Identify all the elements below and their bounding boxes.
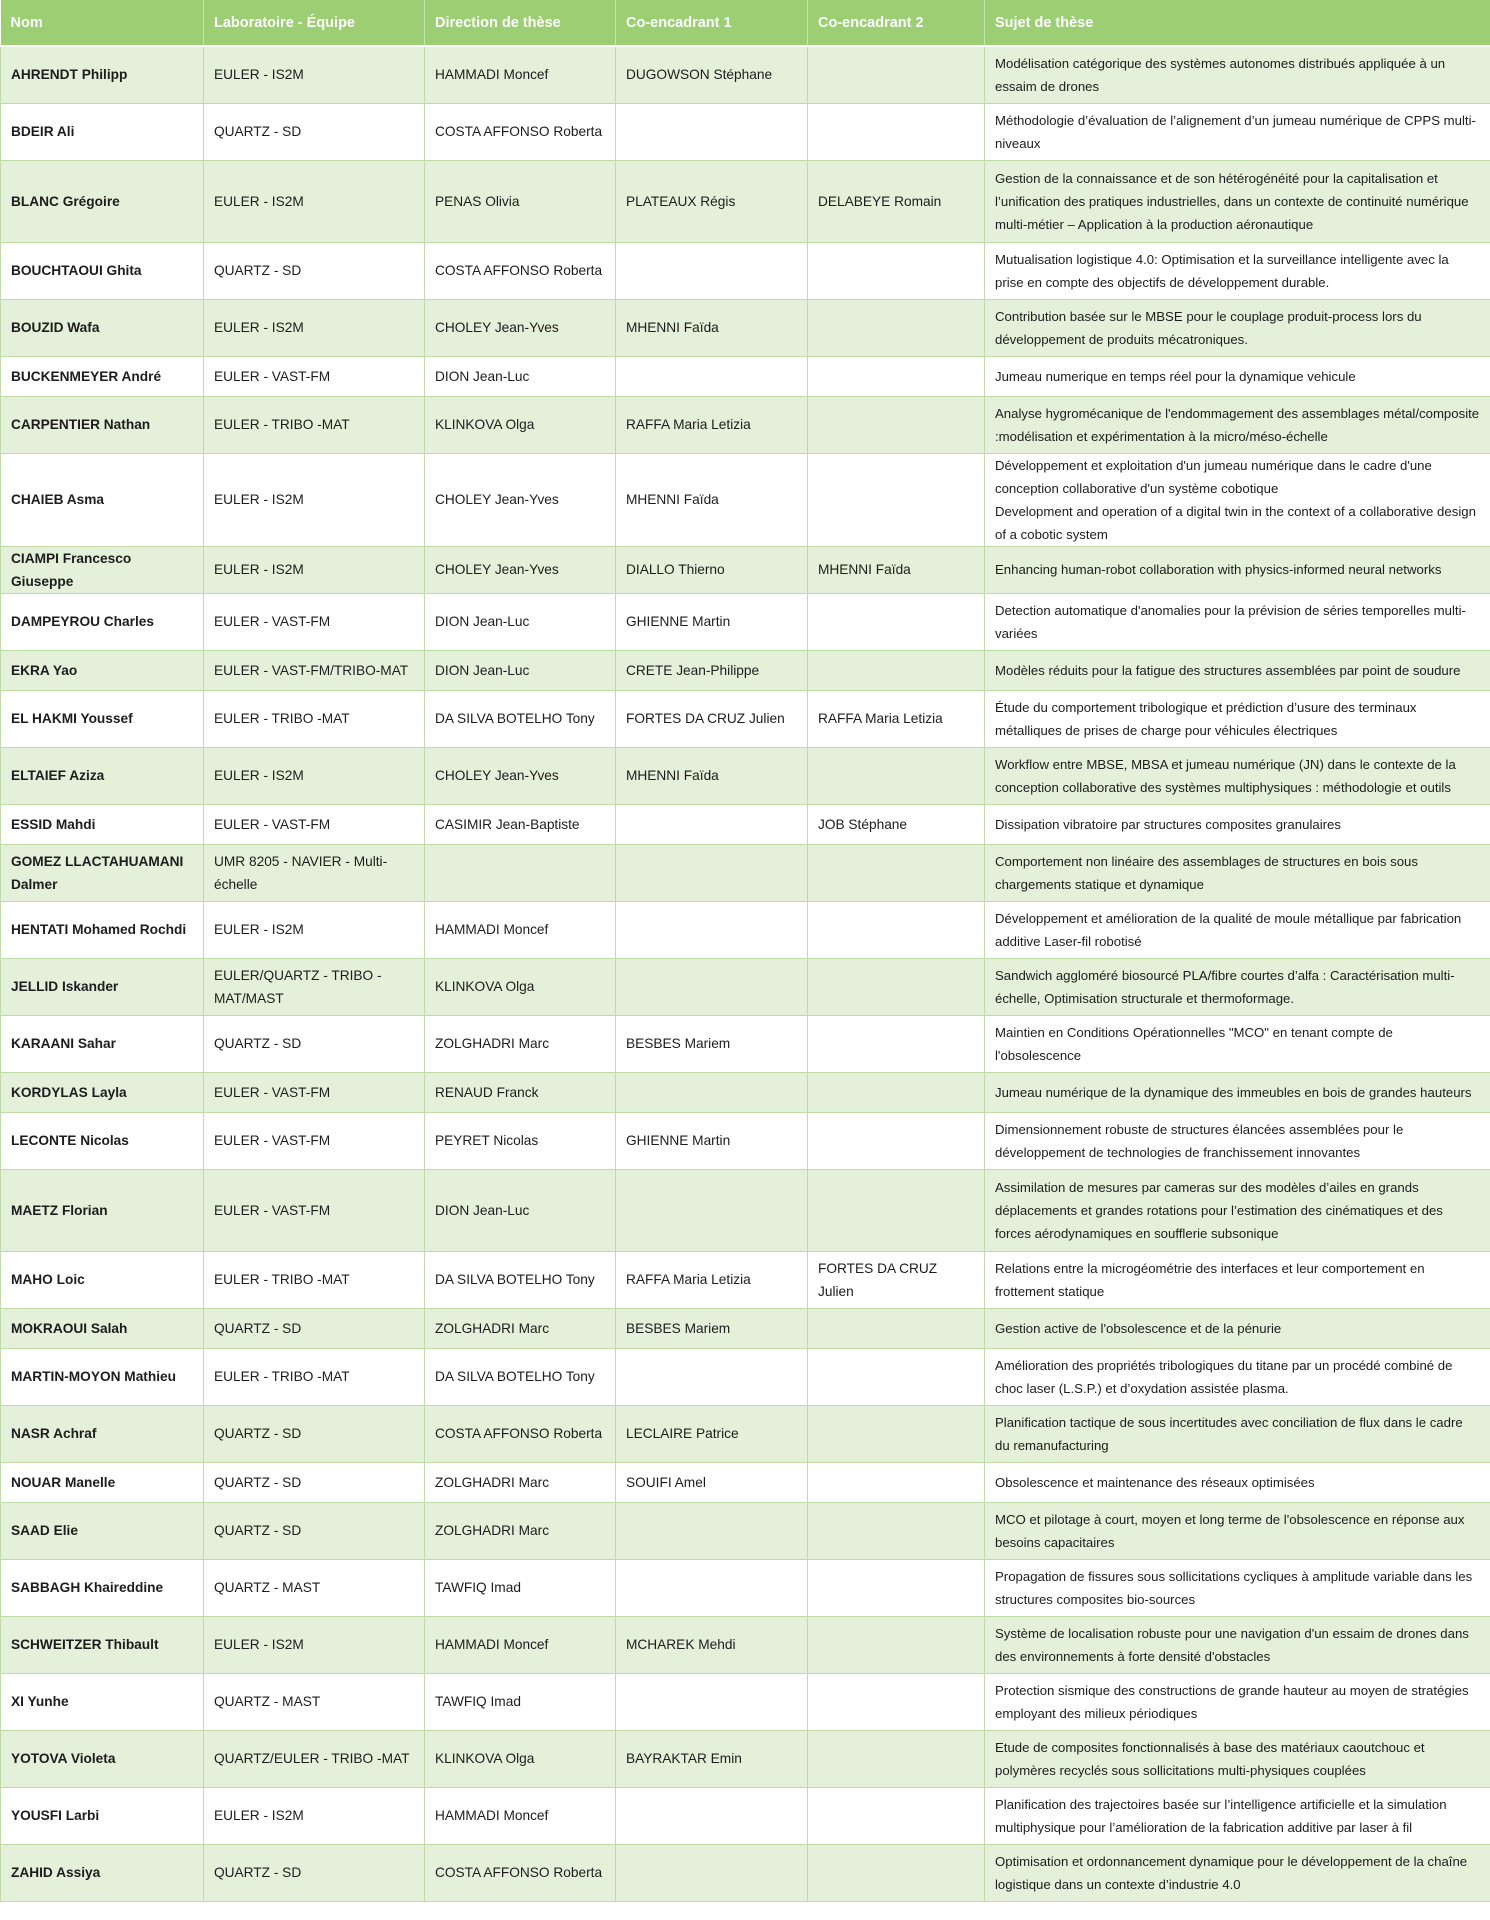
cell-co-encadrant-2: DELABEYE Romain [808, 160, 985, 242]
cell-nom: BDEIR Ali [1, 103, 204, 160]
cell-co-encadrant-1: RAFFA Maria Letizia [616, 396, 808, 453]
cell-direction: CHOLEY Jean-Yves [425, 453, 616, 546]
cell-co-encadrant-2 [808, 1112, 985, 1169]
table-row [1, 1502, 1490, 1559]
cell-sujet: Relations entre la microgéométrie des interfaces et leur comportement en frottement statique [985, 1251, 1490, 1308]
cell-sujet: Planification tactique de sous incertitudes avec conciliation de flux dans le cadre du remanufacturing [985, 1405, 1490, 1462]
cell-sujet: MCO et pilotage à court, moyen et long terme de l'obsolescence en réponse aux besoins capacitaires [985, 1502, 1490, 1559]
cell-nom: XI Yunhe [1, 1673, 204, 1730]
cell-co-encadrant-2 [808, 1405, 985, 1462]
cell-laboratoire: EULER - IS2M [204, 453, 425, 546]
table-row [1, 650, 1490, 690]
cell-co-encadrant-2 [808, 103, 985, 160]
cell-co-encadrant-1 [616, 103, 808, 160]
cell-co-encadrant-2 [808, 1462, 985, 1502]
cell-nom: BUCKENMEYER André [1, 356, 204, 396]
cell-laboratoire: QUARTZ - SD [204, 1405, 425, 1462]
cell-co-encadrant-1 [616, 1502, 808, 1559]
cell-nom: CARPENTIER Nathan [1, 396, 204, 453]
cell-co-encadrant-2 [808, 1072, 985, 1112]
cell-sujet: Modèles réduits pour la fatigue des structures assemblées par point de soudure [985, 650, 1490, 690]
cell-sujet: Mutualisation logistique 4.0: Optimisation et la surveillance intelligente avec la prise en compte des objectifs de développement durable. [985, 242, 1490, 299]
table-row [1, 747, 1490, 804]
cell-direction: DION Jean-Luc [425, 650, 616, 690]
cell-co-encadrant-2 [808, 1502, 985, 1559]
cell-nom: CHAIEB Asma [1, 453, 204, 546]
cell-co-encadrant-2 [808, 1844, 985, 1901]
cell-nom: BLANC Grégoire [1, 160, 204, 242]
cell-nom: SABBAGH Khaireddine [1, 1559, 204, 1616]
table-row [1, 1308, 1490, 1348]
table-row [1, 1616, 1490, 1673]
cell-nom: KARAANI Sahar [1, 1015, 204, 1072]
cell-co-encadrant-1: FORTES DA CRUZ Julien [616, 690, 808, 747]
cell-nom: YOTOVA Violeta [1, 1730, 204, 1787]
cell-laboratoire: EULER/QUARTZ - TRIBO - MAT/MAST [204, 958, 425, 1015]
cell-co-encadrant-2 [808, 46, 985, 103]
cell-co-encadrant-2 [808, 1169, 985, 1251]
cell-laboratoire: EULER - VAST-FM [204, 593, 425, 650]
cell-sujet: Dimensionnement robuste de structures élancées assemblées pour le développement de technologies de franchissement innovantes [985, 1112, 1490, 1169]
cell-co-encadrant-1: PLATEAUX Régis [616, 160, 808, 242]
header-sujet: Sujet de thèse [985, 0, 1490, 46]
cell-nom: LECONTE Nicolas [1, 1112, 204, 1169]
cell-laboratoire: QUARTZ - SD [204, 1502, 425, 1559]
cell-nom: JELLID Iskander [1, 958, 204, 1015]
cell-sujet: Développement et exploitation d'un jumeau numérique dans le cadre d'une conception collaborative d'un système cobotique Development and operation of a digital twin in the context of a collaborative design of a cobotic system [985, 453, 1490, 546]
cell-direction: DION Jean-Luc [425, 1169, 616, 1251]
cell-sujet: Méthodologie d’évaluation de l’alignement d’un jumeau numérique de CPPS multi-niveaux [985, 103, 1490, 160]
cell-direction: HAMMADI Moncef [425, 46, 616, 103]
cell-co-encadrant-2 [808, 593, 985, 650]
cell-laboratoire: EULER - VAST-FM [204, 356, 425, 396]
cell-sujet: Gestion de la connaissance et de son hétérogénéité pour la capitalisation et l’unification des pratiques industrielles, dans un contexte de continuité numérique multi-métier – Application à la production aéronautique [985, 160, 1490, 242]
cell-sujet: Dissipation vibratoire par structures composites granulaires [985, 804, 1490, 844]
cell-co-encadrant-2 [808, 650, 985, 690]
cell-nom: MARTIN-MOYON Mathieu [1, 1348, 204, 1405]
cell-direction: KLINKOVA Olga [425, 396, 616, 453]
table-row [1, 593, 1490, 650]
cell-co-encadrant-2 [808, 958, 985, 1015]
table-row [1, 1787, 1490, 1844]
cell-nom: MOKRAOUI Salah [1, 1308, 204, 1348]
cell-co-encadrant-1: MHENNI Faïda [616, 453, 808, 546]
cell-co-encadrant-2: FORTES DA CRUZ Julien [808, 1251, 985, 1308]
table-row [1, 1673, 1490, 1730]
cell-co-encadrant-2 [808, 1787, 985, 1844]
cell-co-encadrant-2 [808, 747, 985, 804]
cell-direction: HAMMADI Moncef [425, 901, 616, 958]
cell-nom: EKRA Yao [1, 650, 204, 690]
cell-direction: RENAUD Franck [425, 1072, 616, 1112]
table-row [1, 299, 1490, 356]
cell-nom: HENTATI Mohamed Rochdi [1, 901, 204, 958]
cell-nom: SAAD Elie [1, 1502, 204, 1559]
cell-sujet: Planification des trajectoires basée sur l’intelligence artificielle et la simulation multiphysique pour l’amélioration de la fabrication additive par laser à fil [985, 1787, 1490, 1844]
cell-sujet: Assimilation de mesures par cameras sur des modèles d’ailes en grands déplacements et grandes rotations pour l’estimation des cinématiques et des forces aérodynamiques en soufflerie subsonique [985, 1169, 1490, 1251]
cell-co-encadrant-1: LECLAIRE Patrice [616, 1405, 808, 1462]
cell-direction: DA SILVA BOTELHO Tony [425, 690, 616, 747]
cell-co-encadrant-2 [808, 396, 985, 453]
cell-co-encadrant-1 [616, 1673, 808, 1730]
cell-sujet: Système de localisation robuste pour une navigation d'un essaim de drones dans des environnements à forte densité d'obstacles [985, 1616, 1490, 1673]
cell-nom: AHRENDT Philipp [1, 46, 204, 103]
cell-laboratoire: EULER - TRIBO -MAT [204, 1348, 425, 1405]
cell-co-encadrant-1: DIALLO Thierno [616, 546, 808, 593]
cell-direction: ZOLGHADRI Marc [425, 1502, 616, 1559]
cell-nom: NOUAR Manelle [1, 1462, 204, 1502]
cell-sujet: Protection sismique des constructions de grande hauteur au moyen de stratégies employant des milieux périodiques [985, 1673, 1490, 1730]
cell-laboratoire: EULER - IS2M [204, 1616, 425, 1673]
cell-co-encadrant-1: BAYRAKTAR Emin [616, 1730, 808, 1787]
cell-nom: ESSID Mahdi [1, 804, 204, 844]
cell-co-encadrant-2 [808, 356, 985, 396]
cell-co-encadrant-1: BESBES Mariem [616, 1308, 808, 1348]
cell-laboratoire: EULER - VAST-FM/TRIBO-MAT [204, 650, 425, 690]
cell-co-encadrant-1 [616, 1169, 808, 1251]
cell-laboratoire: QUARTZ/EULER - TRIBO -MAT [204, 1730, 425, 1787]
cell-nom: NASR Achraf [1, 1405, 204, 1462]
table-row [1, 1730, 1490, 1787]
table-row [1, 242, 1490, 299]
table-row [1, 1169, 1490, 1251]
header-co-encadrant-2: Co-encadrant 2 [808, 0, 985, 46]
cell-laboratoire: QUARTZ - SD [204, 1844, 425, 1901]
cell-laboratoire: QUARTZ - MAST [204, 1559, 425, 1616]
cell-sujet: Étude du comportement tribologique et prédiction d’usure des terminaux métalliques de prises de charge pour véhicules électriques [985, 690, 1490, 747]
cell-sujet: Maintien en Conditions Opérationnelles "MCO" en tenant compte de l'obsolescence [985, 1015, 1490, 1072]
cell-co-encadrant-1 [616, 804, 808, 844]
cell-sujet: Comportement non linéaire des assemblages de structures en bois sous chargements statique et dynamique [985, 844, 1490, 901]
table-row [1, 1072, 1490, 1112]
cell-co-encadrant-2 [808, 1559, 985, 1616]
cell-co-encadrant-1: GHIENNE Martin [616, 1112, 808, 1169]
cell-co-encadrant-2 [808, 299, 985, 356]
cell-co-encadrant-1 [616, 844, 808, 901]
cell-nom: MAHO Loic [1, 1251, 204, 1308]
cell-co-encadrant-2 [808, 1673, 985, 1730]
cell-co-encadrant-1: MHENNI Faïda [616, 299, 808, 356]
cell-direction: KLINKOVA Olga [425, 1730, 616, 1787]
cell-nom: BOUCHTAOUI Ghita [1, 242, 204, 299]
cell-laboratoire: QUARTZ - SD [204, 103, 425, 160]
cell-nom: MAETZ Florian [1, 1169, 204, 1251]
cell-sujet: Modélisation catégorique des systèmes autonomes distribués appliquée à un essaim de drones [985, 46, 1490, 103]
cell-laboratoire: EULER - IS2M [204, 901, 425, 958]
table-row [1, 844, 1490, 901]
table-row [1, 1015, 1490, 1072]
cell-co-encadrant-2 [808, 844, 985, 901]
cell-sujet: Contribution basée sur le MBSE pour le couplage produit-process lors du développement de produits mécatroniques. [985, 299, 1490, 356]
table-row [1, 1844, 1490, 1901]
cell-co-encadrant-2: JOB Stéphane [808, 804, 985, 844]
table-row [1, 1112, 1490, 1169]
table-row [1, 103, 1490, 160]
cell-co-encadrant-2 [808, 1616, 985, 1673]
cell-co-encadrant-1 [616, 1844, 808, 1901]
cell-direction: ZOLGHADRI Marc [425, 1015, 616, 1072]
cell-direction: DA SILVA BOTELHO Tony [425, 1348, 616, 1405]
cell-direction: DA SILVA BOTELHO Tony [425, 1251, 616, 1308]
table-row [1, 546, 1490, 593]
cell-co-encadrant-1 [616, 901, 808, 958]
cell-direction: COSTA AFFONSO Roberta [425, 242, 616, 299]
cell-co-encadrant-2 [808, 1730, 985, 1787]
cell-sujet: Obsolescence et maintenance des réseaux optimisées [985, 1462, 1490, 1502]
cell-direction: CHOLEY Jean-Yves [425, 299, 616, 356]
cell-direction: PEYRET Nicolas [425, 1112, 616, 1169]
cell-laboratoire: EULER - IS2M [204, 546, 425, 593]
cell-sujet: Gestion active de l'obsolescence et de la pénurie [985, 1308, 1490, 1348]
header-co-encadrant-1: Co-encadrant 1 [616, 0, 808, 46]
cell-laboratoire: UMR 8205 - NAVIER - Multi-échelle [204, 844, 425, 901]
table-row [1, 1348, 1490, 1405]
cell-co-encadrant-1: RAFFA Maria Letizia [616, 1251, 808, 1308]
cell-direction: TAWFIQ Imad [425, 1673, 616, 1730]
table-row [1, 160, 1490, 242]
cell-direction: ZOLGHADRI Marc [425, 1462, 616, 1502]
cell-direction: TAWFIQ Imad [425, 1559, 616, 1616]
cell-nom: EL HAKMI Youssef [1, 690, 204, 747]
cell-direction: PENAS Olivia [425, 160, 616, 242]
cell-co-encadrant-2 [808, 1308, 985, 1348]
cell-nom: DAMPEYROU Charles [1, 593, 204, 650]
table-row [1, 46, 1490, 103]
cell-co-encadrant-1 [616, 242, 808, 299]
cell-sujet: Optimisation et ordonnancement dynamique pour le développement de la chaîne logistique dans un contexte d’industrie 4.0 [985, 1844, 1490, 1901]
cell-direction: KLINKOVA Olga [425, 958, 616, 1015]
cell-co-encadrant-2 [808, 1348, 985, 1405]
cell-sujet: Jumeau numérique de la dynamique des immeubles en bois de grandes hauteurs [985, 1072, 1490, 1112]
cell-co-encadrant-1: BESBES Mariem [616, 1015, 808, 1072]
header-laboratoire: Laboratoire - Équipe [204, 0, 425, 46]
table-row [1, 356, 1490, 396]
cell-laboratoire: EULER - VAST-FM [204, 1169, 425, 1251]
cell-direction: COSTA AFFONSO Roberta [425, 1844, 616, 1901]
cell-co-encadrant-1: CRETE Jean-Philippe [616, 650, 808, 690]
cell-sujet: Sandwich aggloméré biosourcé PLA/fibre courtes d’alfa : Caractérisation multi-échelle, Optimisation structurale et thermoformage. [985, 958, 1490, 1015]
cell-sujet: Workflow entre MBSE, MBSA et jumeau numérique (JN) dans le contexte de la conception collaborative des systèmes multiphysiques : méthodologie et outils [985, 747, 1490, 804]
cell-direction: DION Jean-Luc [425, 356, 616, 396]
cell-co-encadrant-1 [616, 1787, 808, 1844]
cell-co-encadrant-1: GHIENNE Martin [616, 593, 808, 650]
cell-co-encadrant-1: MCHAREK Mehdi [616, 1616, 808, 1673]
table-row [1, 958, 1490, 1015]
table-row [1, 1251, 1490, 1308]
cell-sujet: Detection automatique d'anomalies pour la prévision de séries temporelles multi-variées [985, 593, 1490, 650]
cell-direction: CHOLEY Jean-Yves [425, 747, 616, 804]
cell-nom: ELTAIEF Aziza [1, 747, 204, 804]
table-row [1, 396, 1490, 453]
header-row [1, 0, 1490, 46]
cell-co-encadrant-2 [808, 901, 985, 958]
cell-co-encadrant-1 [616, 958, 808, 1015]
cell-co-encadrant-2: RAFFA Maria Letizia [808, 690, 985, 747]
cell-laboratoire: EULER - TRIBO -MAT [204, 1251, 425, 1308]
cell-sujet: Analyse hygromécanique de l'endommagement des assemblages métal/composite :modélisation et expérimentation à la micro/méso-échelle [985, 396, 1490, 453]
cell-nom: YOUSFI Larbi [1, 1787, 204, 1844]
cell-co-encadrant-1: MHENNI Faïda [616, 747, 808, 804]
table-row [1, 690, 1490, 747]
cell-laboratoire: EULER - IS2M [204, 46, 425, 103]
cell-laboratoire: QUARTZ - MAST [204, 1673, 425, 1730]
cell-laboratoire: EULER - IS2M [204, 160, 425, 242]
cell-laboratoire: EULER - TRIBO -MAT [204, 690, 425, 747]
cell-laboratoire: EULER - VAST-FM [204, 804, 425, 844]
cell-sujet: Amélioration des propriétés tribologiques du titane par un procédé combiné de choc laser (L.S.P.) et d’oxydation assistée plasma. [985, 1348, 1490, 1405]
cell-laboratoire: QUARTZ - SD [204, 242, 425, 299]
cell-co-encadrant-2 [808, 242, 985, 299]
cell-laboratoire: EULER - VAST-FM [204, 1072, 425, 1112]
cell-nom: KORDYLAS Layla [1, 1072, 204, 1112]
cell-direction: CASIMIR Jean-Baptiste [425, 804, 616, 844]
cell-co-encadrant-1 [616, 1559, 808, 1616]
cell-co-encadrant-1 [616, 1348, 808, 1405]
cell-co-encadrant-2 [808, 453, 985, 546]
cell-sujet: Développement et amélioration de la qualité de moule métallique par fabrication additive Laser-fil robotisé [985, 901, 1490, 958]
cell-laboratoire: QUARTZ - SD [204, 1462, 425, 1502]
cell-direction: COSTA AFFONSO Roberta [425, 103, 616, 160]
cell-laboratoire: EULER - IS2M [204, 1787, 425, 1844]
cell-laboratoire: EULER - IS2M [204, 747, 425, 804]
cell-direction: HAMMADI Moncef [425, 1616, 616, 1673]
cell-nom: BOUZID Wafa [1, 299, 204, 356]
cell-nom: ZAHID Assiya [1, 1844, 204, 1901]
table-row [1, 804, 1490, 844]
cell-laboratoire: EULER - VAST-FM [204, 1112, 425, 1169]
cell-sujet: Propagation de fissures sous sollicitations cycliques à amplitude variable dans les structures composites bio-sources [985, 1559, 1490, 1616]
table-row [1, 1462, 1490, 1502]
cell-co-encadrant-1 [616, 1072, 808, 1112]
cell-laboratoire: QUARTZ - SD [204, 1015, 425, 1072]
cell-sujet: Jumeau numerique en temps réel pour la dynamique vehicule [985, 356, 1490, 396]
cell-nom: GOMEZ LLACTAHUAMANI Dalmer [1, 844, 204, 901]
table-row [1, 1405, 1490, 1462]
table-row [1, 1559, 1490, 1616]
cell-direction [425, 844, 616, 901]
cell-co-encadrant-2: MHENNI Faïda [808, 546, 985, 593]
cell-direction: DION Jean-Luc [425, 593, 616, 650]
cell-direction: CHOLEY Jean-Yves [425, 546, 616, 593]
cell-sujet: Etude de composites fonctionnalisés à base des matériaux caoutchouc et polymères recyclés sous sollicitations multi-physiques couplées [985, 1730, 1490, 1787]
cell-direction: ZOLGHADRI Marc [425, 1308, 616, 1348]
cell-laboratoire: EULER - IS2M [204, 299, 425, 356]
header-direction: Direction de thèse [425, 0, 616, 46]
cell-nom: SCHWEITZER Thibault [1, 1616, 204, 1673]
cell-co-encadrant-1: DUGOWSON Stéphane [616, 46, 808, 103]
cell-direction: COSTA AFFONSO Roberta [425, 1405, 616, 1462]
cell-nom: CIAMPI Francesco Giuseppe [1, 546, 204, 593]
cell-sujet: Enhancing human-robot collaboration with physics-informed neural networks [985, 546, 1490, 593]
cell-co-encadrant-1 [616, 356, 808, 396]
table-row [1, 901, 1490, 958]
cell-laboratoire: QUARTZ - SD [204, 1308, 425, 1348]
header-nom: Nom [1, 0, 204, 46]
cell-laboratoire: EULER - TRIBO -MAT [204, 396, 425, 453]
table-row [1, 453, 1490, 546]
cell-co-encadrant-2 [808, 1015, 985, 1072]
cell-co-encadrant-1: SOUIFI Amel [616, 1462, 808, 1502]
cell-direction: HAMMADI Moncef [425, 1787, 616, 1844]
